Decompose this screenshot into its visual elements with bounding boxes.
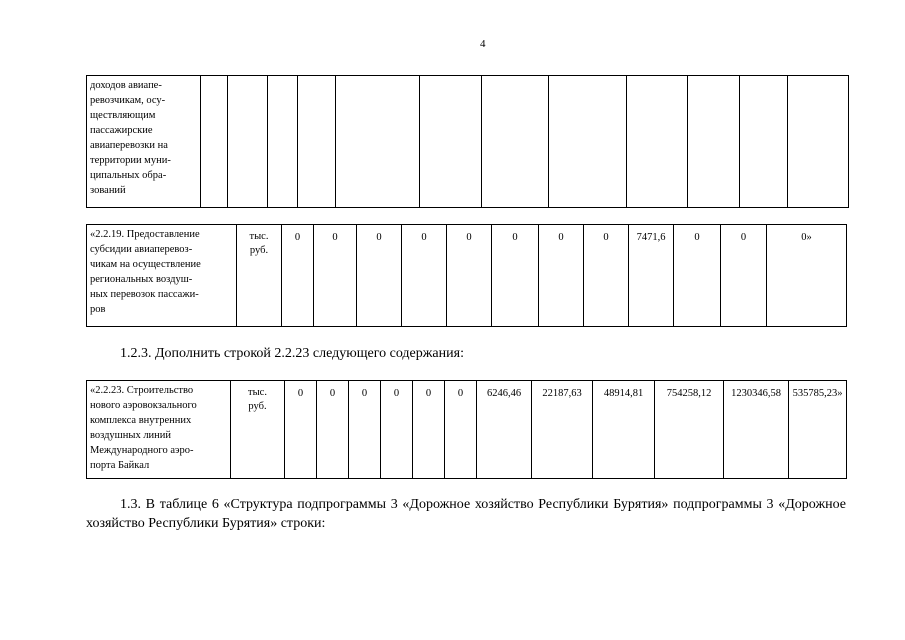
desc-line: чикам на осуществление xyxy=(90,259,201,270)
unit-line: тыс. xyxy=(249,231,269,242)
desc-line: пассажирские xyxy=(90,125,153,136)
unit-cell xyxy=(237,225,282,327)
desc-line: зований xyxy=(90,185,126,196)
value-cell: 0 xyxy=(402,225,447,327)
table-cell xyxy=(549,76,627,208)
desc-line: ществляющим xyxy=(90,110,156,121)
value-cell: 754258,12 xyxy=(655,381,724,479)
table-cell xyxy=(228,76,268,208)
value-cell: 0 xyxy=(447,225,492,327)
paragraph-1-3: 1.3. В таблице 6 «Структура подпрограммы 3 «Дорожное хозяйство Республики Бурятия» подпрограммы 3 «Дорожное хозяйство Республики Бурятия» строки: xyxy=(86,497,846,531)
table-cell xyxy=(201,76,228,208)
desc-line: ревозчикам, осу- xyxy=(90,95,166,106)
table-row xyxy=(87,76,849,208)
table-cell xyxy=(740,76,788,208)
value-cell: 6246,46 xyxy=(477,381,532,479)
value-cell: 0 xyxy=(539,225,584,327)
desc-line: субсидии авиаперевоз- xyxy=(90,244,193,255)
table-row xyxy=(87,381,847,479)
desc-line: ципальных обра- xyxy=(90,170,167,181)
value-cell: 0 xyxy=(721,225,767,327)
table-continuation xyxy=(86,75,849,208)
desc-line: ров xyxy=(90,304,106,315)
unit-line: тыс. xyxy=(248,387,267,398)
desc-line: «2.2.19. Предоставление xyxy=(90,229,200,240)
unit-cell xyxy=(231,381,285,479)
paragraph-1-2-3: 1.2.3. Дополнить строкой 2.2.23 следующего содержания: xyxy=(120,346,464,361)
row-description xyxy=(87,381,231,479)
desc-line: авиаперевозки на xyxy=(90,140,168,151)
value-cell: 0 xyxy=(584,225,629,327)
value-cell: 0 xyxy=(349,381,381,479)
desc-line: нового аэровокзального xyxy=(90,400,197,411)
desc-line: Международного аэро- xyxy=(90,445,194,456)
desc-line: воздушных линий xyxy=(90,430,172,441)
value-cell: 7471,6 xyxy=(629,225,674,327)
value-cell: 535785,23» xyxy=(789,381,847,479)
table-cell xyxy=(420,76,482,208)
value-cell: 0 xyxy=(285,381,317,479)
value-cell: 0 xyxy=(282,225,314,327)
value-cell: 48914,81 xyxy=(593,381,655,479)
value-cell: 0 xyxy=(445,381,477,479)
unit-line: руб. xyxy=(249,245,269,256)
desc-line: комплекса внутренних xyxy=(90,415,192,426)
value-cell: 0 xyxy=(674,225,721,327)
value-cell: 0 xyxy=(492,225,539,327)
unit-line: руб. xyxy=(248,401,267,412)
table-cell xyxy=(788,76,849,208)
table-row-2-2-19 xyxy=(86,224,847,327)
value-cell: 0 xyxy=(413,381,445,479)
row-description xyxy=(87,225,237,327)
table-cell xyxy=(336,76,420,208)
desc-line: «2.2.23. Строительство xyxy=(90,385,194,396)
desc-line: ных перевозок пассажи- xyxy=(90,289,199,300)
desc-line: порта Байкал xyxy=(90,460,150,471)
table-cell xyxy=(268,76,298,208)
table-cell xyxy=(482,76,549,208)
desc-line: территории муни- xyxy=(90,155,171,166)
value-cell: 1230346,58 xyxy=(724,381,789,479)
table-cell xyxy=(298,76,336,208)
table-cell xyxy=(627,76,688,208)
desc-line: доходов авиапе- xyxy=(90,80,162,91)
value-cell: 22187,63 xyxy=(532,381,593,479)
value-cell: 0 xyxy=(357,225,402,327)
table-cell xyxy=(688,76,740,208)
table-row xyxy=(87,225,847,327)
value-cell: 0 xyxy=(381,381,413,479)
row-description xyxy=(87,76,201,208)
value-cell: 0 xyxy=(317,381,349,479)
desc-line: региональных воздуш- xyxy=(90,274,193,285)
page-number: 4 xyxy=(480,38,486,50)
value-cell: 0 xyxy=(314,225,357,327)
value-cell: 0» xyxy=(767,225,847,327)
table-row-2-2-23 xyxy=(86,380,847,479)
